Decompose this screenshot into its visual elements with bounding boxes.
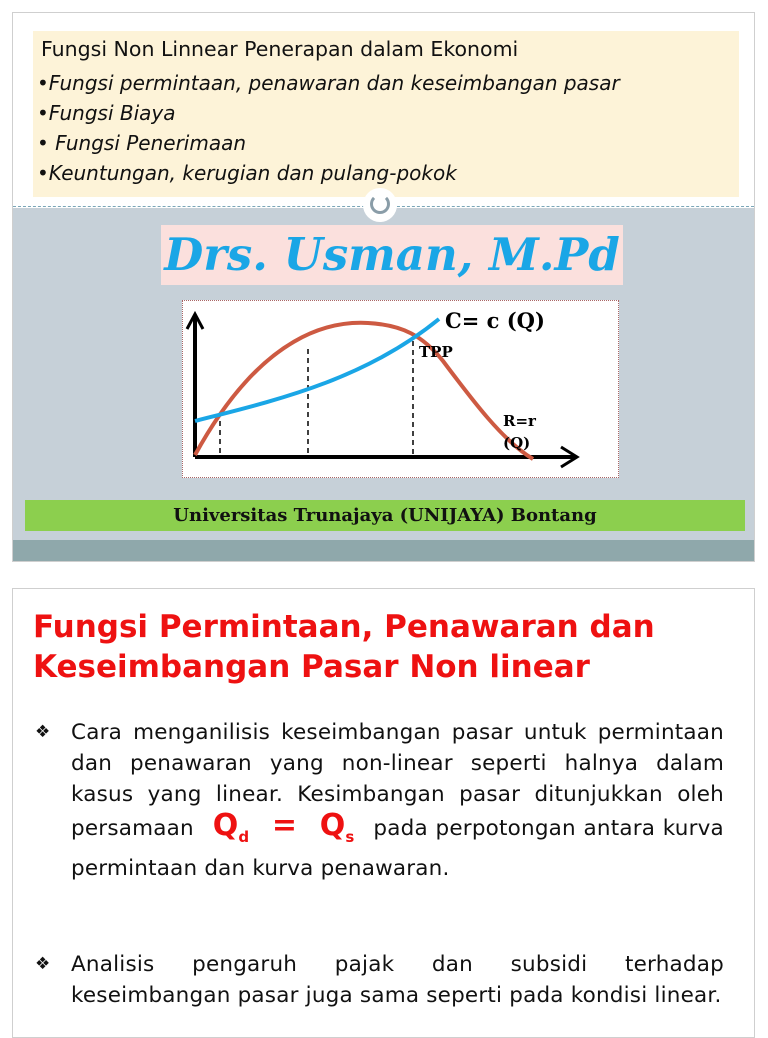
diagram-svg bbox=[183, 301, 620, 479]
equation bbox=[201, 808, 365, 846]
footer-band bbox=[13, 540, 754, 562]
revenue-curve bbox=[195, 323, 533, 459]
bullet-dot: • bbox=[37, 101, 49, 125]
author-name: Drs. Usman, M.Pd bbox=[161, 225, 623, 285]
slide-title: Fungsi Permintaan, Penawaran dan Keseimbangan Pasar Non linear bbox=[33, 609, 655, 685]
paragraph-text-end: pada perpotongan antara kurva permintaan dan kurva penawaran. bbox=[71, 816, 724, 881]
university-bar: Universitas Trunajaya (UNIJAYA) Bontang bbox=[25, 500, 745, 531]
content-slide bbox=[12, 588, 755, 1038]
revenue-label-q: (Q) bbox=[503, 434, 531, 452]
eq-qd-sub: d bbox=[238, 828, 250, 846]
topic-item bbox=[37, 101, 176, 125]
eq-qd: Q bbox=[212, 808, 239, 843]
paragraph-tax-subsidy: Analisis pengaruh pajak dan subsidi terhadap keseimbangan pasar juga sama seperti pada kondisi linear. bbox=[71, 952, 724, 1008]
eq-qs-sub: s bbox=[345, 828, 355, 846]
topic-item bbox=[37, 71, 620, 95]
topic-box bbox=[33, 31, 739, 197]
topic-text: Fungsi Biaya bbox=[48, 101, 176, 125]
cost-label: C= c (Q) bbox=[445, 308, 545, 333]
topic-item bbox=[37, 131, 246, 155]
ring-ornament-icon bbox=[363, 188, 397, 222]
topic-text: Fungsi permintaan, penawaran dan keseimbangan pasar bbox=[48, 71, 620, 95]
topic-text: Keuntungan, kerugian dan pulang-pokok bbox=[48, 161, 457, 185]
title-slide bbox=[12, 12, 755, 562]
bullet-dot: • bbox=[37, 71, 49, 95]
eq-qs: Q bbox=[319, 808, 346, 843]
revenue-label: R=r bbox=[503, 412, 536, 430]
slide-header-area bbox=[13, 13, 754, 208]
bullet-dot: • bbox=[37, 131, 49, 155]
topic-item bbox=[37, 161, 457, 185]
eq-sign: = bbox=[271, 808, 298, 843]
diamond-bullet-icon: ❖ bbox=[35, 954, 51, 974]
bullet-dot: • bbox=[37, 161, 49, 185]
ring-inner bbox=[370, 194, 390, 214]
cost-curve bbox=[195, 319, 439, 421]
paragraph-text: Cara menganilisis keseimbangan pasar untuk permintaan dan penawaran yang non-linear seperti halnya dalam kasus yang linear. Kesimbangan pasar ditunjukkan oleh persamaan bbox=[71, 720, 724, 841]
topic-text: Fungsi Penerimaan bbox=[48, 131, 247, 155]
paragraph-equilibrium bbox=[71, 717, 724, 884]
topic-title: Fungsi Non Linnear Penerapan dalam Ekonomi bbox=[41, 37, 519, 61]
diamond-bullet-icon: ❖ bbox=[35, 722, 51, 742]
cost-revenue-diagram bbox=[182, 300, 619, 478]
tpp-label: TPP bbox=[419, 343, 453, 361]
